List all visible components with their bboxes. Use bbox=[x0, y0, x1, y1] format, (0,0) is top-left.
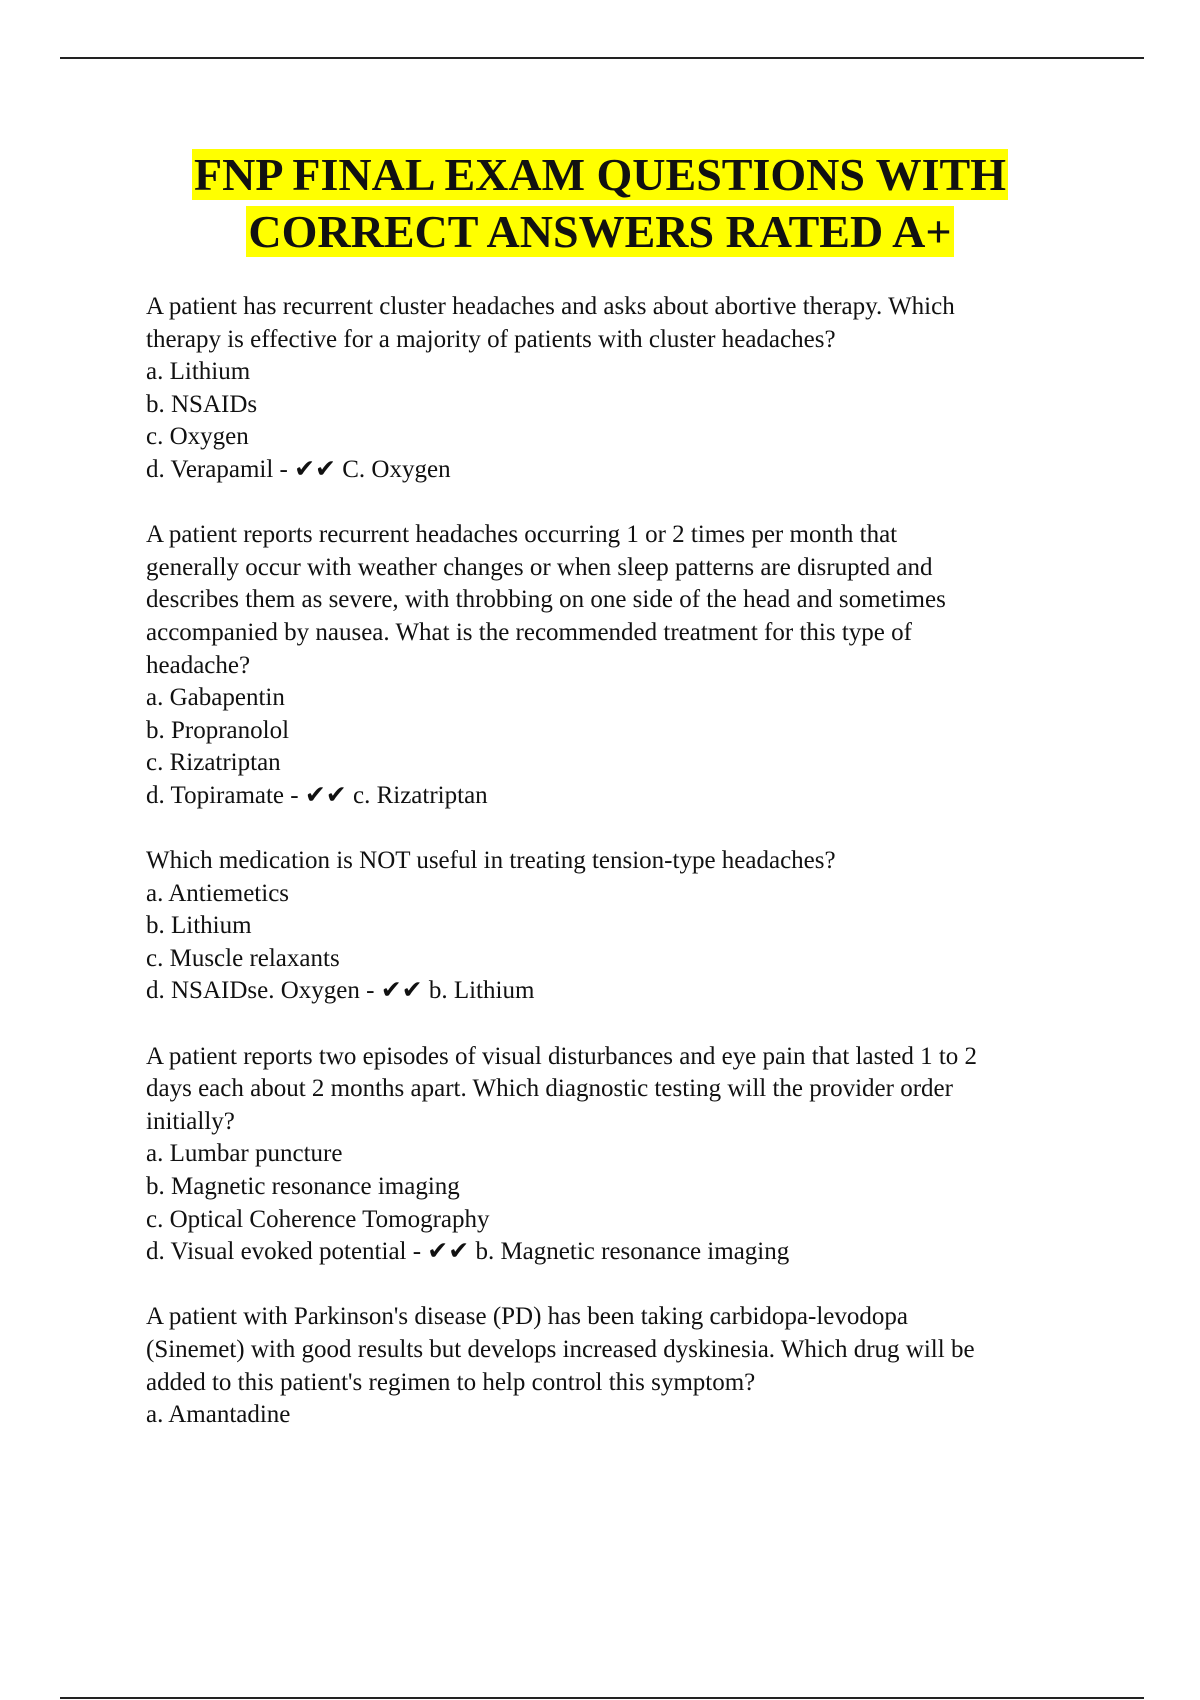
question-text-line: A patient reports recurrent headaches occurring 1 or 2 times per month that bbox=[146, 521, 898, 549]
answer-option: a. Lithium bbox=[146, 358, 251, 386]
answer-option: b. Lithium bbox=[146, 912, 252, 940]
answer-option: b. Magnetic resonance imaging bbox=[146, 1173, 460, 1201]
question-text-line: A patient has recurrent cluster headaches and asks about abortive therapy. Which bbox=[146, 293, 955, 320]
answer-option: c. Optical Coherence Tomography bbox=[146, 1205, 490, 1233]
question-text-line: added to this patient's regimen to help control this symptom? bbox=[146, 1368, 756, 1396]
answer-option: a. Amantadine bbox=[146, 1401, 291, 1429]
answer-option: c. Muscle relaxants bbox=[146, 944, 340, 972]
question-text-line: A patient reports two episodes of visual disturbances and eye pain that lasted 1 to 2 bbox=[146, 1042, 978, 1070]
question-block bbox=[146, 845, 1096, 1008]
question-text-line: (Sinemet) with good results but develops increased dyskinesia. Which drug will be bbox=[146, 1336, 975, 1363]
question-text-line: headache? bbox=[146, 651, 251, 679]
question-block bbox=[146, 291, 1096, 487]
question-text-line: Which medication is NOT useful in treating tension-type headaches? bbox=[146, 847, 836, 875]
question-list bbox=[146, 291, 1096, 1464]
answer-option: a. Lumbar puncture bbox=[146, 1140, 343, 1168]
question-text-line: initially? bbox=[146, 1107, 235, 1135]
answer-option: c. Rizatriptan bbox=[146, 749, 281, 777]
footer-rule bbox=[60, 1697, 1144, 1699]
answer-option: d. Visual evoked potential - ✔✔ b. Magnetic resonance imaging bbox=[146, 1238, 790, 1266]
answer-option: b. Propranolol bbox=[146, 716, 290, 744]
answer-option: d. NSAIDse. Oxygen - ✔✔ b. Lithium bbox=[146, 977, 535, 1005]
question-text-line: describes them as severe, with throbbing on one side of the head and sometimes bbox=[146, 586, 946, 614]
answer-option: d. Verapamil - ✔✔ C. Oxygen bbox=[146, 455, 451, 483]
answer-option: a. Gabapentin bbox=[146, 684, 285, 712]
answer-option: b. NSAIDs bbox=[146, 390, 258, 418]
question-text-line: days each about 2 months apart. Which diagnostic testing will the provider order bbox=[146, 1075, 953, 1103]
question-block bbox=[146, 519, 1096, 812]
document-title bbox=[0, 146, 1200, 260]
question-text-line: accompanied by nausea. What is the recommended treatment for this type of bbox=[146, 618, 912, 646]
answer-option: c. Oxygen bbox=[146, 423, 249, 451]
header-rule bbox=[60, 57, 1144, 59]
question-block bbox=[146, 1301, 1096, 1431]
answer-option: d. Topiramate - ✔✔ c. Rizatriptan bbox=[146, 781, 488, 809]
question-text-line: therapy is effective for a majority of patients with cluster headaches? bbox=[146, 325, 836, 353]
title-line-1: FNP FINAL EXAM QUESTIONS WITH bbox=[194, 149, 1006, 200]
question-text-line: A patient with Parkinson's disease (PD) has been taking carbidopa-levodopa bbox=[146, 1303, 908, 1331]
title-line-2: CORRECT ANSWERS RATED A+ bbox=[248, 206, 952, 257]
question-block bbox=[146, 1041, 1096, 1269]
question-text-line: generally occur with weather changes or when sleep patterns are disrupted and bbox=[146, 553, 933, 581]
answer-option: a. Antiemetics bbox=[146, 879, 290, 907]
